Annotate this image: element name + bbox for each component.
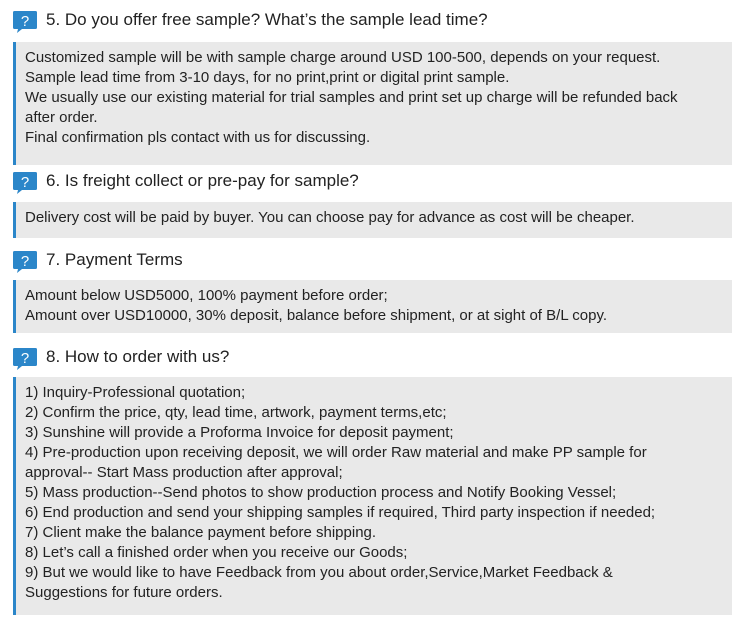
- answer-line: 9) But we would like to have Feedback from you about order,Service,Market Feedback &: [25, 564, 613, 581]
- answer-line: Suggestions for future orders.: [25, 584, 223, 601]
- faq-question-text: 5. Do you offer free sample? What’s the sample lead time?: [46, 10, 488, 29]
- faq-answer-box: [13, 280, 732, 333]
- answer-line: 1) Inquiry-Professional quotation;: [25, 384, 246, 401]
- answer-line: 8) Let’s call a finished order when you receive our Goods;: [25, 544, 408, 561]
- faq-question-row: [13, 346, 732, 374]
- svg-text:?: ?: [20, 253, 30, 270]
- faq-item-8: [13, 346, 732, 601]
- faq-item-6: [13, 170, 732, 226]
- faq-item-5: [13, 9, 732, 146]
- question-icon: [13, 172, 37, 194]
- answer-line: Amount over USD10000, 30% deposit, balance before shipment, or at sight of B/L copy.: [25, 307, 608, 324]
- faq-question-row: [13, 9, 732, 37]
- answer-line: 6) End production and send your shipping samples if required, Third party inspection if needed;: [25, 504, 656, 521]
- answer-line: Delivery cost will be paid by buyer. You can choose pay for advance as cost will be cheaper.: [25, 209, 635, 226]
- faq-answer-box: [13, 377, 732, 615]
- answer-line: 3) Sunshine will provide a Proforma Invoice for deposit payment;: [25, 424, 454, 441]
- answer-line: We usually use our existing material for trial samples and print set up charge will be refunded back: [25, 89, 678, 106]
- faq-question-text: 6. Is freight collect or pre-pay for sample?: [46, 171, 359, 190]
- svg-text:?: ?: [20, 174, 30, 191]
- answer-line: Sample lead time from 3-10 days, for no print,print or digital print sample.: [25, 69, 510, 86]
- svg-text:?: ?: [20, 13, 30, 30]
- answer-line: Amount below USD5000, 100% payment before order;: [25, 287, 388, 304]
- answer-line: approval-- Start Mass production after approval;: [25, 464, 343, 481]
- faq-answer-box: [13, 42, 732, 165]
- answer-line: 2) Confirm the price, qty, lead time, artwork, payment terms,etc;: [25, 404, 447, 421]
- answer-line: 4) Pre-production upon receiving deposit, we will order Raw material and make PP sample for: [25, 444, 647, 461]
- answer-line: after order.: [25, 109, 98, 126]
- svg-text:?: ?: [20, 350, 30, 367]
- faq-item-7: [13, 249, 732, 324]
- faq-question-row: [13, 170, 732, 198]
- answer-line: Final confirmation pls contact with us for discussing.: [25, 129, 371, 146]
- question-icon: [13, 348, 37, 370]
- answer-line: 7) Client make the balance payment before shipping.: [25, 524, 377, 541]
- faq-question-text: 8. How to order with us?: [46, 347, 230, 366]
- answer-line: 5) Mass production--Send photos to show production process and Notify Booking Vessel;: [25, 484, 617, 501]
- faq-question-row: [13, 249, 732, 277]
- question-icon: [13, 11, 37, 33]
- answer-line: Customized sample will be with sample charge around USD 100-500, depends on your request.: [25, 49, 661, 66]
- faq-answer-box: [13, 202, 732, 238]
- question-icon: [13, 251, 37, 273]
- faq-question-text: 7. Payment Terms: [46, 250, 183, 269]
